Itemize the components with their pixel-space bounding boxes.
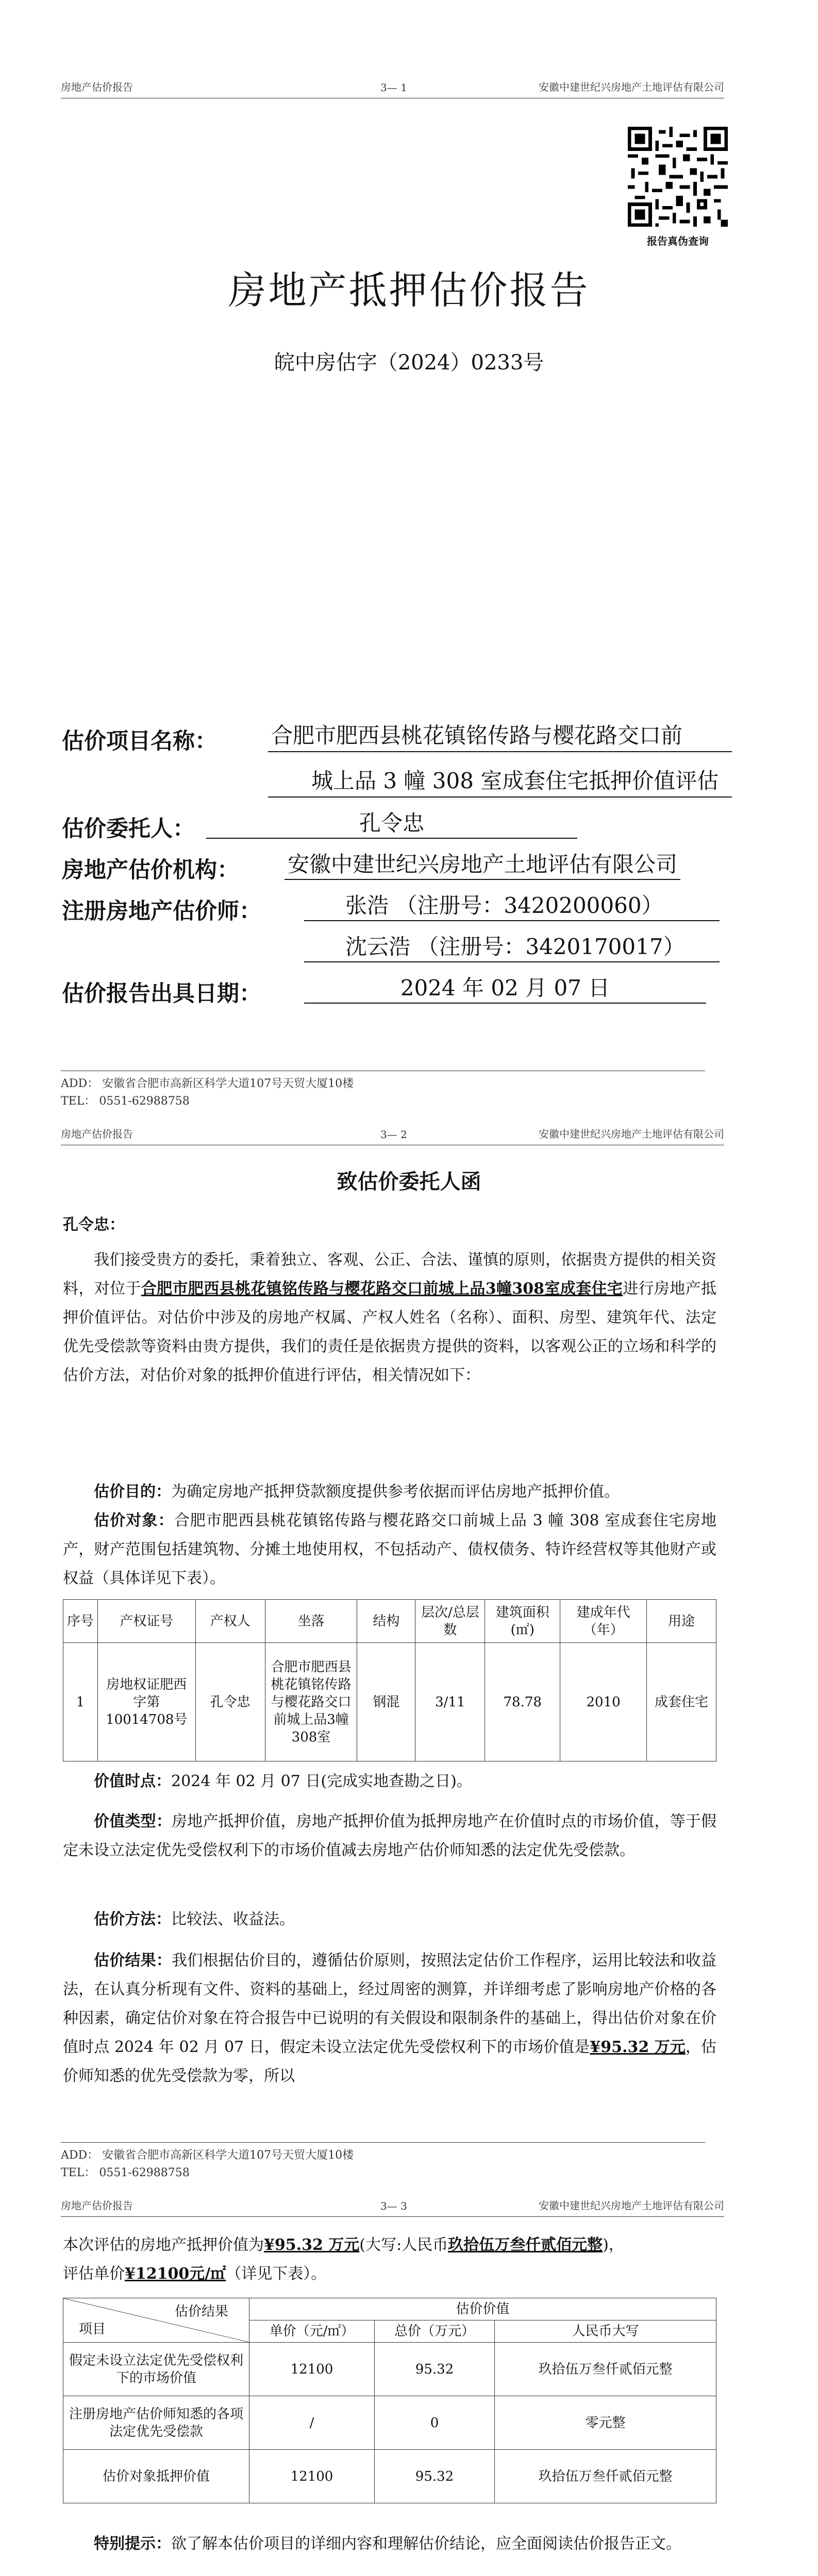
table-row — [63, 2450, 716, 2503]
intro-text-2: 进行房地产抵押价值评估。对估价中涉及的房地产权属、产权人姓名（名称）、面积、房型、建筑年代、法定优先受偿款等资料由贵方提供，我们的责任是依据贵方提供的资料，以客观公正的立场和科学的估价方法，对估价对象的抵押价值进行评估，相关情况如下： — [63, 1280, 717, 1384]
purpose-paragraph — [63, 1478, 716, 1506]
appraiser-label: 注册房地产估价师： — [62, 899, 261, 924]
th-location: 坐落 — [265, 1600, 357, 1643]
th-total-price: 总价（万元） — [375, 2320, 495, 2343]
header-page: 3— 2 — [380, 1128, 407, 1141]
project-name-label: 估价项目名称： — [62, 728, 217, 754]
valuation-table — [63, 2298, 716, 2503]
unit-price-text: （详见下表）。 — [226, 2265, 327, 2283]
cell-total: 95.32 — [375, 2343, 495, 2396]
project-name-value-1: 合肥市肥西县桃花镇铭传路与樱花路交口前 — [271, 723, 683, 748]
th-structure: 结构 — [357, 1600, 415, 1643]
cell-year: 2010 — [560, 1643, 647, 1761]
value-date-paragraph — [63, 1767, 716, 1796]
th-use: 用途 — [647, 1600, 716, 1643]
summary-text-3: )， — [603, 2236, 624, 2254]
header-left: 房地产估价报告 — [61, 81, 133, 93]
cell-caps: 玖拾伍万叁仟贰佰元整 — [495, 2450, 716, 2503]
method-paragraph — [63, 1905, 716, 1934]
cell-item: 注册房地产估价师知悉的各项法定优先受偿款 — [63, 2396, 249, 2450]
appraiser-1-value: 张浩 （注册号：3420200060） — [304, 891, 720, 921]
intro-text: 我们接受贵方的委托，秉着独立、客观、公正、合法、谨慎的原则，依据贵方提供的相关资料，对位于 — [63, 1251, 716, 1298]
running-header — [61, 2196, 724, 2217]
table-header-row — [63, 1600, 716, 1643]
report-number: 皖中房估字（2024）0233号 — [274, 351, 544, 375]
summary-text-2: (大写:人民币 — [359, 2236, 448, 2254]
th-appraised-value: 估价价值 — [249, 2298, 716, 2320]
object-paragraph — [63, 1506, 716, 1593]
purpose-label: 估价目的： — [94, 1483, 171, 1501]
table-header-row — [63, 2298, 716, 2320]
th-no: 序号 — [63, 1600, 98, 1643]
cell-structure: 钢混 — [357, 1643, 415, 1761]
cell-floor: 3/11 — [415, 1643, 485, 1761]
purpose-text: 为确定房地产抵押贷款额度提供参考依据而评估房地产抵押价值。 — [171, 1483, 620, 1501]
th-floor: 层次/总层数 — [415, 1600, 485, 1643]
footer-tel: TEL： 0551-62988758 — [61, 1095, 190, 1108]
header-left: 房地产估价报告 — [61, 2199, 133, 2212]
th-project: 项目 — [79, 2321, 106, 2337]
result-label: 估价结果： — [94, 1952, 172, 1970]
client-value: 孔令忠 — [206, 809, 577, 839]
cell-area: 78.78 — [485, 1643, 560, 1761]
diagonal-line — [63, 2298, 249, 2342]
cell-item: 假定未设立法定优先受偿权利下的市场价值 — [63, 2343, 249, 2396]
summary-caps: 玖拾伍万叁仟贰佰元整 — [448, 2236, 603, 2254]
cell-total: 0 — [375, 2396, 495, 2450]
cell-use: 成套住宅 — [647, 1643, 716, 1761]
summary-line-2 — [63, 2260, 716, 2289]
underline — [268, 796, 732, 798]
cell-unit: 12100 — [249, 2343, 375, 2396]
diagonal-header-cell — [63, 2298, 249, 2343]
report-title: 房地产抵押估价报告 — [228, 268, 590, 313]
appraiser-2-value: 沈云浩 （注册号：3420170017） — [304, 933, 720, 962]
result-text: 我们根据估价目的，遵循估价原则，按照法定估价工作程序，运用比较法和收益法，在认真分析现有文件、资料的基础上，经过周密的测算，并详细考虑了影响房地产价格的各种因素，确定估价对象在符合报告中已说明的有关假设和限制条件的基础上，得出估价对象在价值时点 2024 年 02 月 07 日，假定未设立法定优先受偿权利下的市场价值是 — [63, 1952, 717, 2056]
header-left: 房地产估价报告 — [61, 1128, 133, 1140]
footer-address: ADD： 安徽省合肥市高新区科学大道107号天贸大厦10楼 — [61, 1077, 354, 1090]
header-right: 安徽中建世纪兴房地产土地评估有限公司 — [539, 81, 724, 93]
underline — [268, 751, 732, 752]
result-paragraph — [63, 1946, 716, 2091]
th-capitals: 人民币大写 — [495, 2320, 716, 2343]
letter-paragraph-intro — [63, 1246, 716, 1390]
header-right: 安徽中建世纪兴房地产土地评估有限公司 — [539, 2199, 724, 2212]
th-cert: 产权证号 — [97, 1600, 195, 1643]
issue-date-label: 估价报告出具日期： — [62, 981, 261, 1007]
header-page: 3— 1 — [380, 81, 407, 94]
client-label: 估价委托人： — [62, 816, 195, 842]
cell-no: 1 — [63, 1643, 98, 1761]
footer-address: ADD： 安徽省合肥市高新区科学大道107号天贸大厦10楼 — [61, 2149, 354, 2162]
unit-price-value: ¥12100元/㎡ — [125, 2265, 226, 2283]
tip-text: 欲了解本估价项目的详细内容和理解估价结论，应全面阅读估价报告正文。 — [171, 2535, 681, 2553]
value-type-text: 房地产抵押价值，房地产抵押价值为抵押房地产在价值时点的市场价值，等于假定未设立法定优先受偿权利下的市场价值减去房地产估价师知悉的法定优先受偿款。 — [63, 1812, 717, 1859]
issue-date-value: 2024 年 02 月 07 日 — [304, 974, 706, 1004]
unit-price-label: 评估单价 — [63, 2265, 125, 2283]
qr-code-image[interactable] — [628, 127, 728, 227]
cell-total: 95.32 — [375, 2450, 495, 2503]
running-header — [61, 1124, 724, 1145]
object-text: 合肥市肥西县桃花镇铭传路与樱花路交口前城上品 3 幢 308 室成套住宅房地产，财产范围包括建筑物、分摊土地使用权，不包括动产、债权债务、特许经营权等其他财产或权益（具体详见下表）。 — [63, 1512, 717, 1587]
intro-property: 合肥市肥西县桃花镇铭传路与樱花路交口前城上品3幢308室成套住宅 — [141, 1280, 623, 1298]
th-area: 建筑面积(㎡) — [485, 1600, 560, 1643]
cell-caps: 零元整 — [495, 2396, 716, 2450]
value-date-label: 价值时点： — [94, 1772, 171, 1790]
cell-caps: 玖拾伍万叁仟贰佰元整 — [495, 2343, 716, 2396]
table-row — [63, 2343, 716, 2396]
header-page: 3— 3 — [380, 2200, 407, 2212]
table-row — [63, 1643, 716, 1761]
property-table — [63, 1599, 716, 1761]
qr-caption: 报告真伪查询 — [647, 235, 709, 247]
value-type-label: 价值类型： — [94, 1812, 172, 1831]
summary-text: 本次评估的房地产抵押价值为 — [63, 2236, 264, 2254]
letter-salutation: 孔令忠： — [63, 1216, 125, 1234]
footer-tel: TEL： 0551-62988758 — [61, 2166, 190, 2179]
agency-value: 安徽中建世纪兴房地产土地评估有限公司 — [285, 850, 680, 880]
project-name-value-2: 城上品 3 幢 308 室成套住宅抵押价值评估 — [311, 768, 719, 793]
running-header — [61, 77, 724, 98]
letter-title: 致估价委托人函 — [337, 1170, 481, 1194]
summary-line-1 — [63, 2231, 716, 2260]
table-row — [63, 2396, 716, 2450]
cell-location: 合肥市肥西县桃花镇铭传路与樱花路交口前城上品3幢308室 — [265, 1643, 357, 1761]
cell-unit: 12100 — [249, 2450, 375, 2503]
cell-item: 估价对象抵押价值 — [63, 2450, 249, 2503]
page-footer — [61, 2142, 705, 2182]
result-text-2: ，估价师知悉的优先受偿款为零，所以 — [63, 2038, 716, 2085]
cell-unit: / — [249, 2396, 375, 2450]
th-year: 建成年代（年） — [560, 1600, 647, 1643]
page-footer — [61, 1071, 705, 1110]
method-label: 估价方法： — [94, 1910, 171, 1928]
special-tip-paragraph — [63, 2530, 716, 2558]
value-type-paragraph — [63, 1807, 716, 1865]
result-amount: ¥95.32 万元 — [590, 2038, 686, 2056]
value-date-text: 2024 年 02 月 07 日(完成实地查勘之日)。 — [171, 1772, 472, 1790]
method-text: 比较法、收益法。 — [171, 1910, 295, 1928]
cell-cert: 房地权证肥西字第10014708号 — [97, 1643, 195, 1761]
th-owner: 产权人 — [195, 1600, 265, 1643]
header-right: 安徽中建世纪兴房地产土地评估有限公司 — [539, 1128, 724, 1140]
th-unit-price: 单价（元/㎡） — [249, 2320, 375, 2343]
summary-amount: ¥95.32 万元 — [264, 2236, 360, 2254]
tip-label: 特别提示： — [94, 2535, 171, 2553]
cell-owner: 孔令忠 — [195, 1643, 265, 1761]
agency-label: 房地产估价机构： — [62, 857, 239, 883]
th-result: 估价结果 — [174, 2303, 228, 2319]
object-label: 估价对象： — [94, 1512, 174, 1530]
